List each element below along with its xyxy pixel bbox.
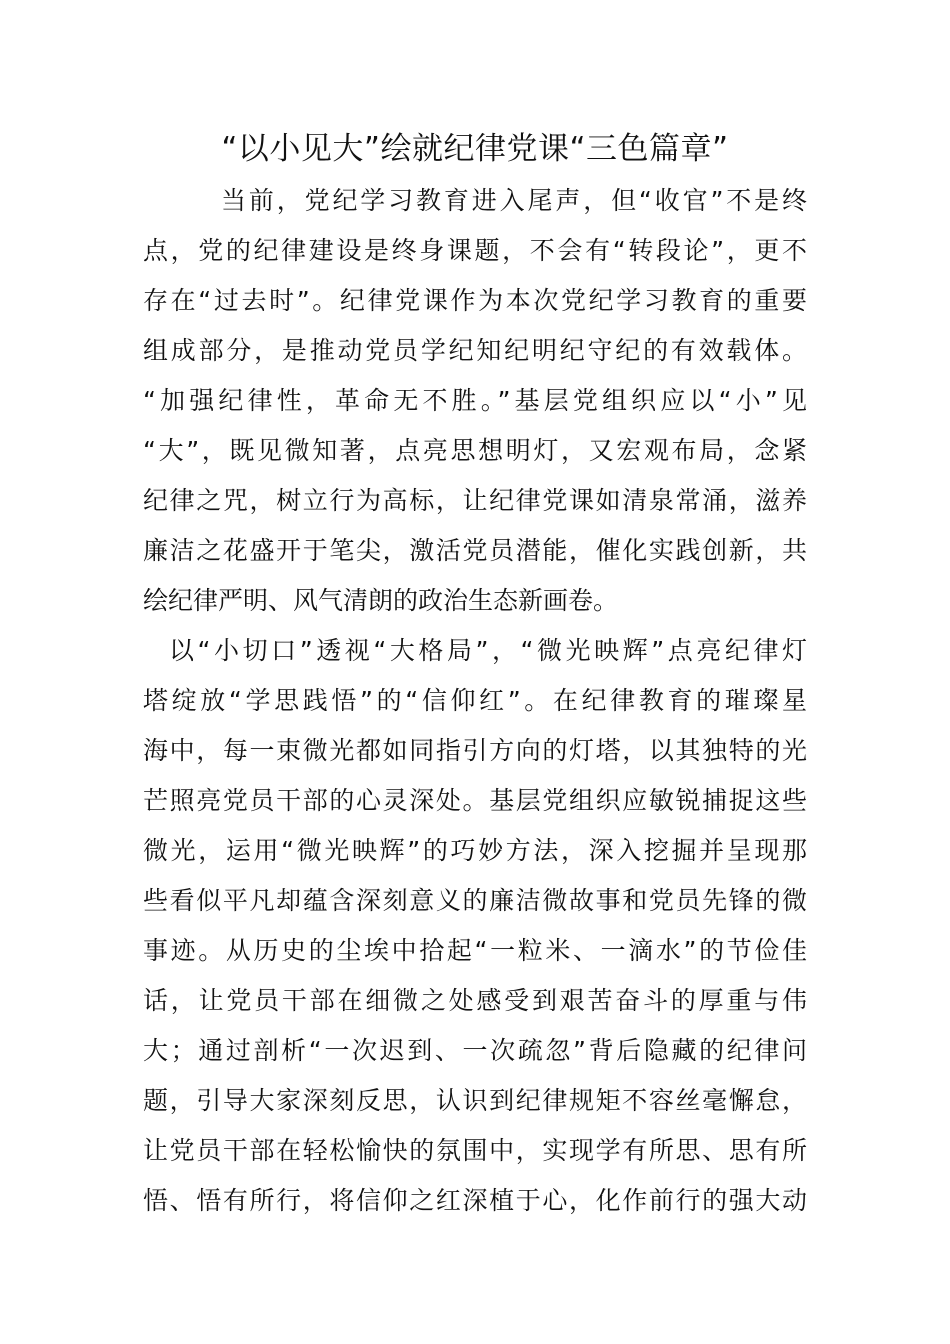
paragraph-2-line-2: 塔绽放“学思践悟”的“信仰红”。在纪律教育的璀璨星 — [143, 686, 807, 715]
paragraph-2-line-9: 大；通过剖析“一次迟到、一次疏忽”背后隐藏的纪律问 — [143, 1036, 807, 1065]
paragraph-2-line-10: 题，引导大家深刻反思，认识到纪律规矩不容丝毫懈怠， — [143, 1086, 807, 1115]
document-title: “以小见大”绘就纪律党课“三色篇章” — [221, 131, 729, 167]
paragraph-1-line-8: 廉洁之花盛开于笔尖，激活党员潜能，催化实践创新，共 — [143, 536, 807, 565]
paragraph-2-line-5: 微光，运用“微光映辉”的巧妙方法，深入挖掘并呈现那 — [143, 836, 807, 865]
paragraph-2-line-4: 芒照亮党员干部的心灵深处。基层党组织应敏锐捕捉这些 — [143, 786, 807, 815]
paragraph-1-line-4: 组成部分，是推动党员学纪知纪明纪守纪的有效载体。 — [143, 336, 807, 365]
paragraph-2-line-1: 以“小切口”透视“大格局”，“微光映辉”点亮纪律灯 — [169, 636, 807, 665]
paragraph-2-line-12: 悟、悟有所行，将信仰之红深植于心，化作前行的强大动 — [143, 1186, 807, 1215]
paragraph-2-line-11: 让党员干部在轻松愉快的氛围中，实现学有所思、思有所 — [143, 1136, 807, 1165]
paragraph-2-line-8: 话，让党员干部在细微之处感受到艰苦奋斗的厚重与伟 — [143, 986, 807, 1015]
paragraph-1-line-2: 点，党的纪律建设是终身课题，不会有“转段论”，更不 — [143, 236, 807, 265]
paragraph-2-line-3: 海中，每一束微光都如同指引方向的灯塔，以其独特的光 — [143, 736, 807, 765]
paragraph-1-line-7: 纪律之咒，树立行为高标，让纪律党课如清泉常涌，滋养 — [143, 486, 807, 515]
paragraph-1-line-9: 绘纪律严明、风气清朗的政治生态新画卷。 — [143, 586, 619, 615]
paragraph-1-line-1: 当前，党纪学习教育进入尾声，但“收官”不是终 — [221, 186, 807, 215]
paragraph-2-line-6: 些看似平凡却蕴含深刻意义的廉洁微故事和党员先锋的微 — [143, 886, 807, 915]
paragraph-1-line-5: “加强纪律性，革命无不胜。”基层党组织应以“小”见 — [143, 386, 807, 415]
paragraph-1-line-6: “大”，既见微知著，点亮思想明灯，又宏观布局，念紧 — [143, 436, 807, 465]
paragraph-1-line-3: 存在“过去时”。纪律党课作为本次党纪学习教育的重要 — [143, 286, 807, 315]
paragraph-2-line-7: 事迹。从历史的尘埃中拾起“一粒米、一滴水”的节俭佳 — [143, 936, 807, 965]
